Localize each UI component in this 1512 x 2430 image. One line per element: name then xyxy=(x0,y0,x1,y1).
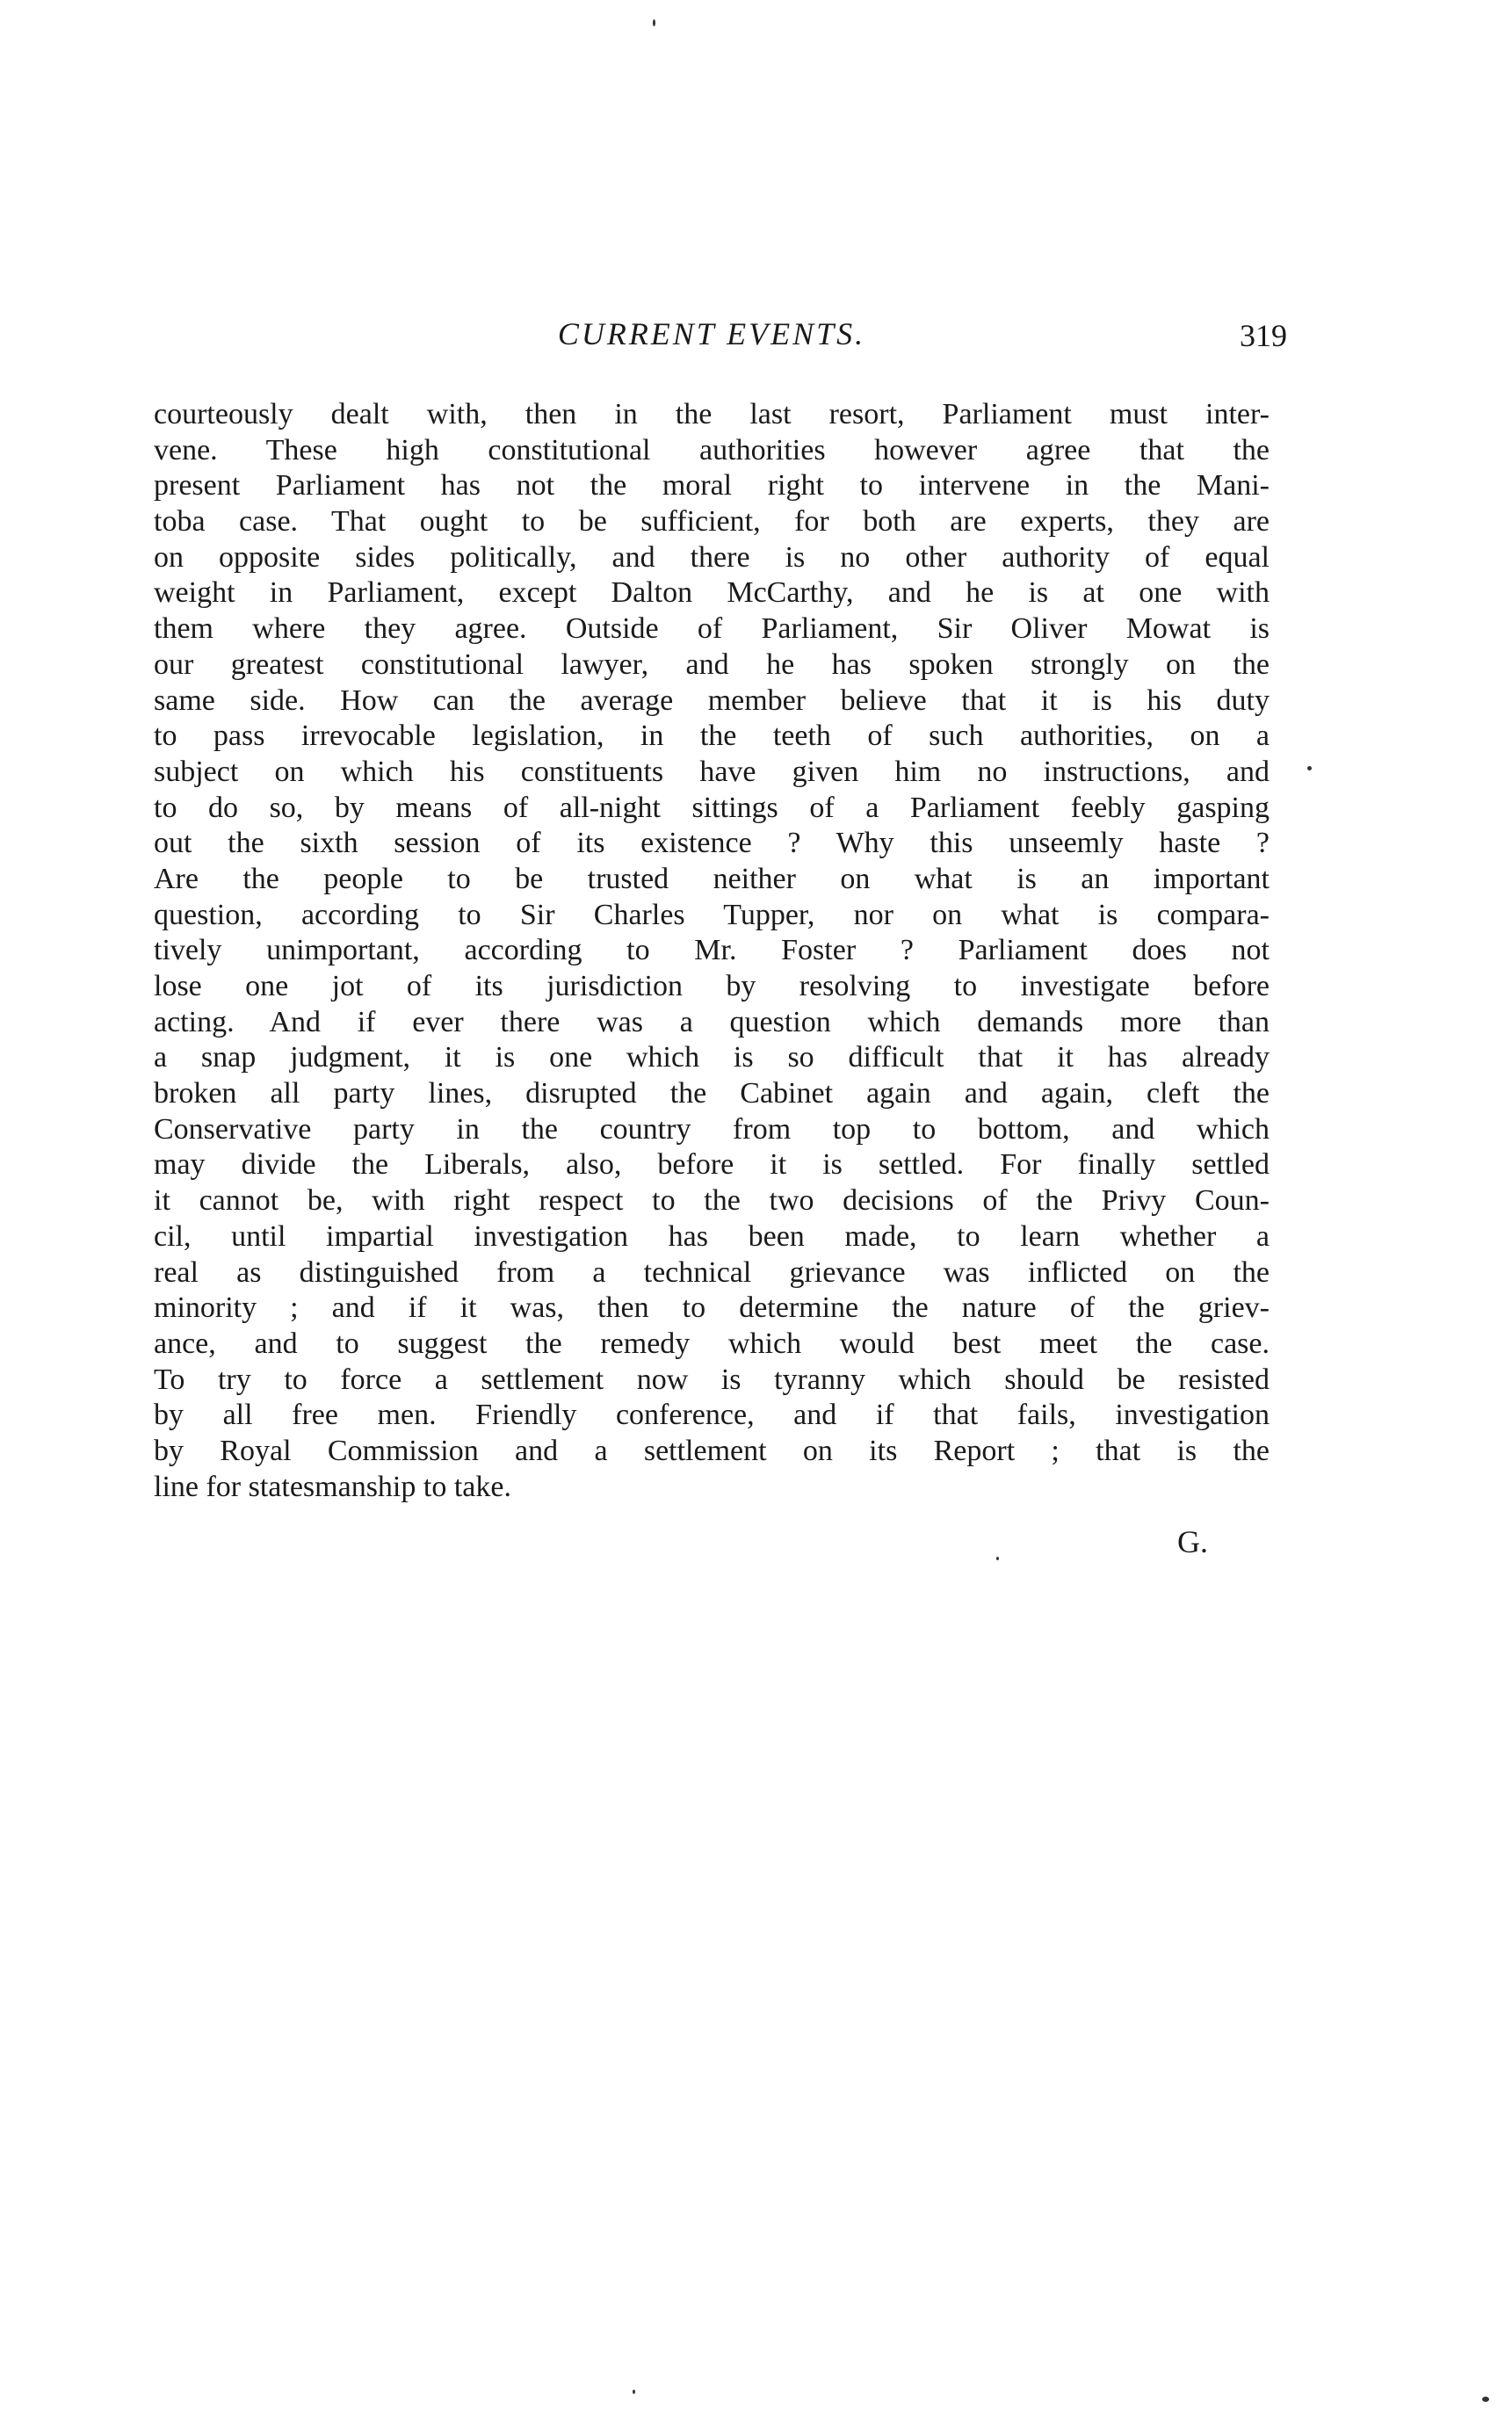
text-line: broken all party lines, disrupted the Cabinet again and again, cleft the xyxy=(154,1077,1270,1110)
author-signature: G. xyxy=(1177,1524,1208,1559)
text-line: by Royal Commission and a settlement on its Report ; that is the xyxy=(154,1434,1270,1467)
text-line: Are the people to be trusted neither on what is an important xyxy=(154,862,1270,895)
text-line: question, according to Sir Charles Tupper, nor on what is compara- xyxy=(154,898,1270,931)
text-line: present Parliament has not the moral right to intervene in the Mani- xyxy=(154,469,1270,503)
page-number: 319 xyxy=(1240,318,1287,353)
text-line: lose one jot of its jurisdiction by resolving to investigate before xyxy=(154,970,1270,1002)
text-line: on opposite sides politically, and there is no other authority of equal xyxy=(154,540,1270,574)
text-line: may divide the Liberals, also, before it is settled. For finally settled xyxy=(154,1148,1270,1182)
text-line: To try to force a settlement now is tyranny which should be resisted xyxy=(154,1363,1270,1396)
text-line: toba case. That ought to be sufficient, for both are experts, they are xyxy=(154,505,1270,539)
text-line: tively unimportant, according to Mr. Foster ? Parliament does not xyxy=(154,934,1270,967)
text-line: it cannot be, with right respect to the two decisions of the Privy Coun- xyxy=(154,1184,1270,1218)
scan-speck xyxy=(1482,2397,1489,2402)
text-line: to do so, by means of all-night sittings of a Parliament feebly gasping xyxy=(154,791,1270,824)
text-line: them where they agree. Outside of Parliament, Sir Oliver Mowat is xyxy=(154,612,1270,646)
text-line: subject on which his constituents have given him no instructions, and xyxy=(154,755,1270,788)
article-body xyxy=(154,397,1270,1505)
text-line: same side. How can the average member believe that it is his duty xyxy=(154,683,1270,717)
text-line: cil, until impartial investigation has been made, to learn whether a xyxy=(154,1219,1270,1253)
running-head xyxy=(154,312,1287,356)
text-line: real as distinguished from a technical grievance was inflicted on the xyxy=(154,1255,1270,1289)
text-line: out the sixth session of its existence ? Why this unseemly haste ? xyxy=(154,827,1270,860)
text-line: courteously dealt with, then in the last resort, Parliament must inter- xyxy=(154,398,1270,430)
text-line: Conservative party in the country from top to bottom, and which xyxy=(154,1112,1270,1146)
text-line: minority ; and if it was, then to determine the nature of the griev- xyxy=(154,1291,1270,1325)
text-line: by all free men. Friendly conference, and if that fails, investigation xyxy=(154,1399,1270,1432)
scan-speck xyxy=(653,19,655,26)
text-line: vene. These high constitutional authorities however agree that the xyxy=(154,433,1270,466)
scan-speck xyxy=(1307,766,1312,770)
text-line: our greatest constitutional lawyer, and he has spoken strongly on the xyxy=(154,647,1270,681)
text-line: to pass irrevocable legislation, in the teeth of such authorities, on a xyxy=(154,720,1270,753)
text-line: ance, and to suggest the remedy which would best meet the case. xyxy=(154,1327,1270,1360)
text-line: weight in Parliament, except Dalton McCarthy, and he is at one with xyxy=(154,576,1270,610)
scan-speck xyxy=(996,1557,999,1560)
text-line: a snap judgment, it is one which is so difficult that it has already xyxy=(154,1041,1270,1074)
scan-speck xyxy=(633,2390,635,2394)
running-title: CURRENT EVENTS. xyxy=(557,316,866,351)
text-line: line for statesmanship to take. xyxy=(154,1470,511,1503)
text-line: acting. And if ever there was a question which demands more than xyxy=(154,1005,1270,1038)
